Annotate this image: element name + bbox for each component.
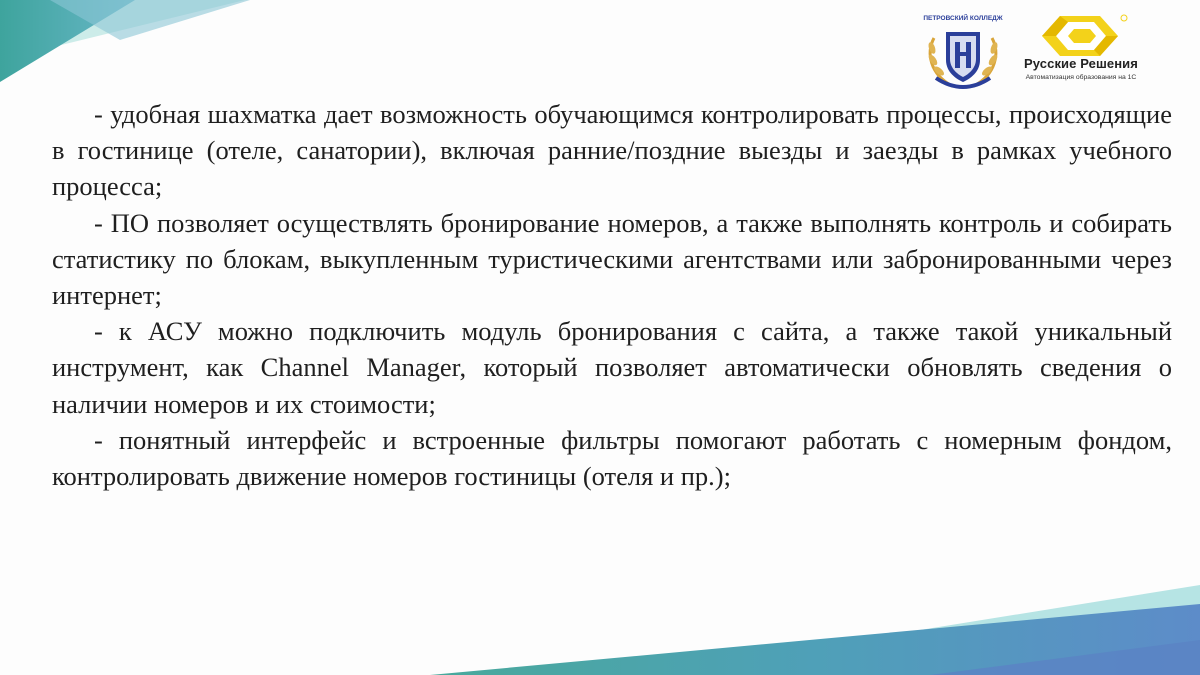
partner-logo xyxy=(1018,12,1188,92)
paragraph-channel-manager: - к АСУ можно подключить модуль бронирования с сайта, а также такой уникальный инструмент, как Channel Manager, который позволяет автоматически обновлять сведения о наличии номеров и их стоимости; xyxy=(52,316,1172,419)
paragraph-interface: - понятный интерфейс и встроенные фильтры помогают работать с номерным фондом, контролировать движение номеров гостиницы (отеля и пр.); xyxy=(52,424,1172,492)
partner-hexagon-icon xyxy=(1038,12,1128,58)
bottom-right-dark-stripe xyxy=(930,640,1200,675)
top-left-stripe xyxy=(0,0,135,82)
top-left-light-stripe xyxy=(0,0,245,60)
top-left-blue-stripe xyxy=(50,0,250,40)
partner-tagline: Автоматизация образования на 1С xyxy=(1025,74,1137,81)
header-logos xyxy=(922,8,1192,92)
paragraph-chessboard: - удобная шахматка дает возможность обучающимся контролировать процессы, происходящие в гостинице (отеле, санатории), включая ранние/поздние выезды и заезды в рамках учебного процесса; xyxy=(52,99,1172,202)
partner-name: Русские Решения xyxy=(1024,56,1138,71)
paragraph-booking: - ПО позволяет осуществлять бронирование номеров, а также выполнять контроль и собирать статистику по блокам, выкупленным туристическими агентствами или забронированными через интернет; xyxy=(52,207,1172,311)
slide-body xyxy=(52,96,1172,494)
college-logo xyxy=(922,8,1004,92)
college-name: ПЕТРОВСКИЙ КОЛЛЕДЖ xyxy=(923,15,1003,22)
bottom-right-light-stripe xyxy=(640,585,1200,675)
bottom-right-stripe xyxy=(430,604,1200,675)
